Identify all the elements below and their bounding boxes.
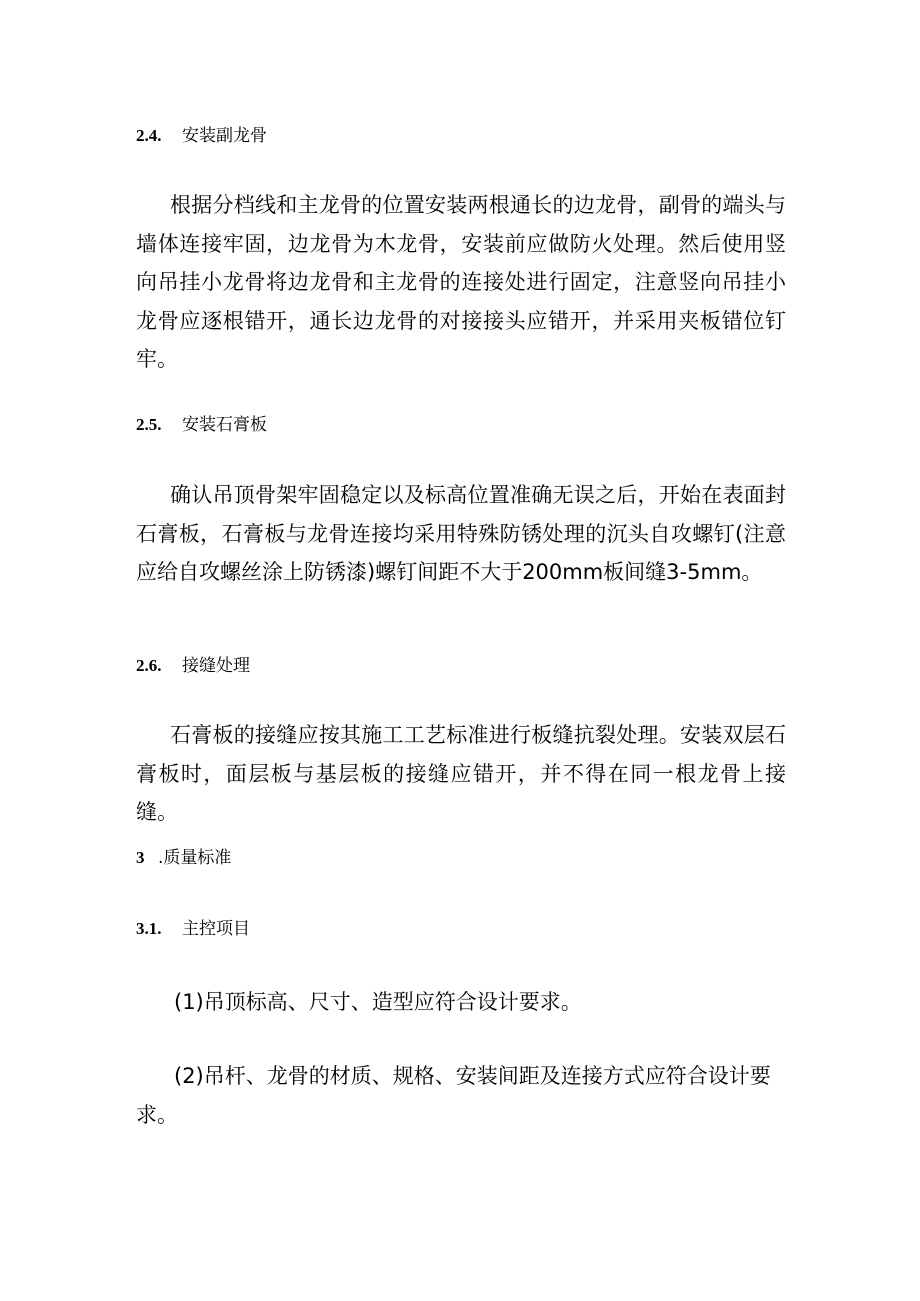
- section-title: 接缝处理: [182, 656, 250, 676]
- paragraph-install-secondary-keel: 根据分档线和主龙骨的位置安装两根通长的边龙骨，副骨的端头与墙体连接牢固，边龙骨为木龙骨，安装前应做防火处理。然后使用竖向吊挂小龙骨将边龙骨和主龙骨的连接处进行固定，注意竖向吊挂小龙骨应逐根错开，通长边龙骨的对接接头应错开，并采用夹板错位钉牢。: [136, 193, 786, 371]
- section-title: .质量标准: [158, 848, 232, 868]
- section-number: 2.5.: [136, 415, 162, 434]
- section-heading-3: [136, 846, 231, 870]
- section-number: 2.4.: [136, 126, 162, 145]
- section-title: 安装副龙骨: [182, 126, 267, 146]
- section-heading-2-6: [136, 654, 250, 678]
- section-heading-3-1: [136, 917, 250, 941]
- paragraph-joint-treatment: 石膏板的接缝应按其施工工艺标准进行板缝抗裂处理。安装双层石膏板时，面层板与基层板的接缝应错开，并不得在同一根龙骨上接缝。: [136, 723, 786, 824]
- section-number: 2.6.: [136, 656, 162, 675]
- section-heading-2-5: [136, 413, 267, 437]
- section-title: 安装石膏板: [182, 415, 267, 435]
- section-title: 主控项目: [182, 919, 250, 939]
- paragraph-install-gypsum-board: 确认吊顶骨架牢固稳定以及标高位置准确无误之后，开始在表面封石膏板，石膏板与龙骨连接均采用特殊防锈处理的沉头自攻螺钉(注意应给自攻螺丝涂上防锈漆)螺钉间距不大于200mm板间缝3-5mm。: [136, 483, 786, 584]
- section-number: 3.1.: [136, 919, 162, 938]
- list-item-2: (2)吊杆、龙骨的材质、规格、安装间距及连接方式应符合设计要求。: [136, 1064, 771, 1127]
- list-item-1: (1)吊顶标高、尺寸、造型应符合设计要求。: [174, 990, 582, 1014]
- section-heading-2-4: [136, 124, 267, 148]
- section-number: 3: [136, 848, 145, 867]
